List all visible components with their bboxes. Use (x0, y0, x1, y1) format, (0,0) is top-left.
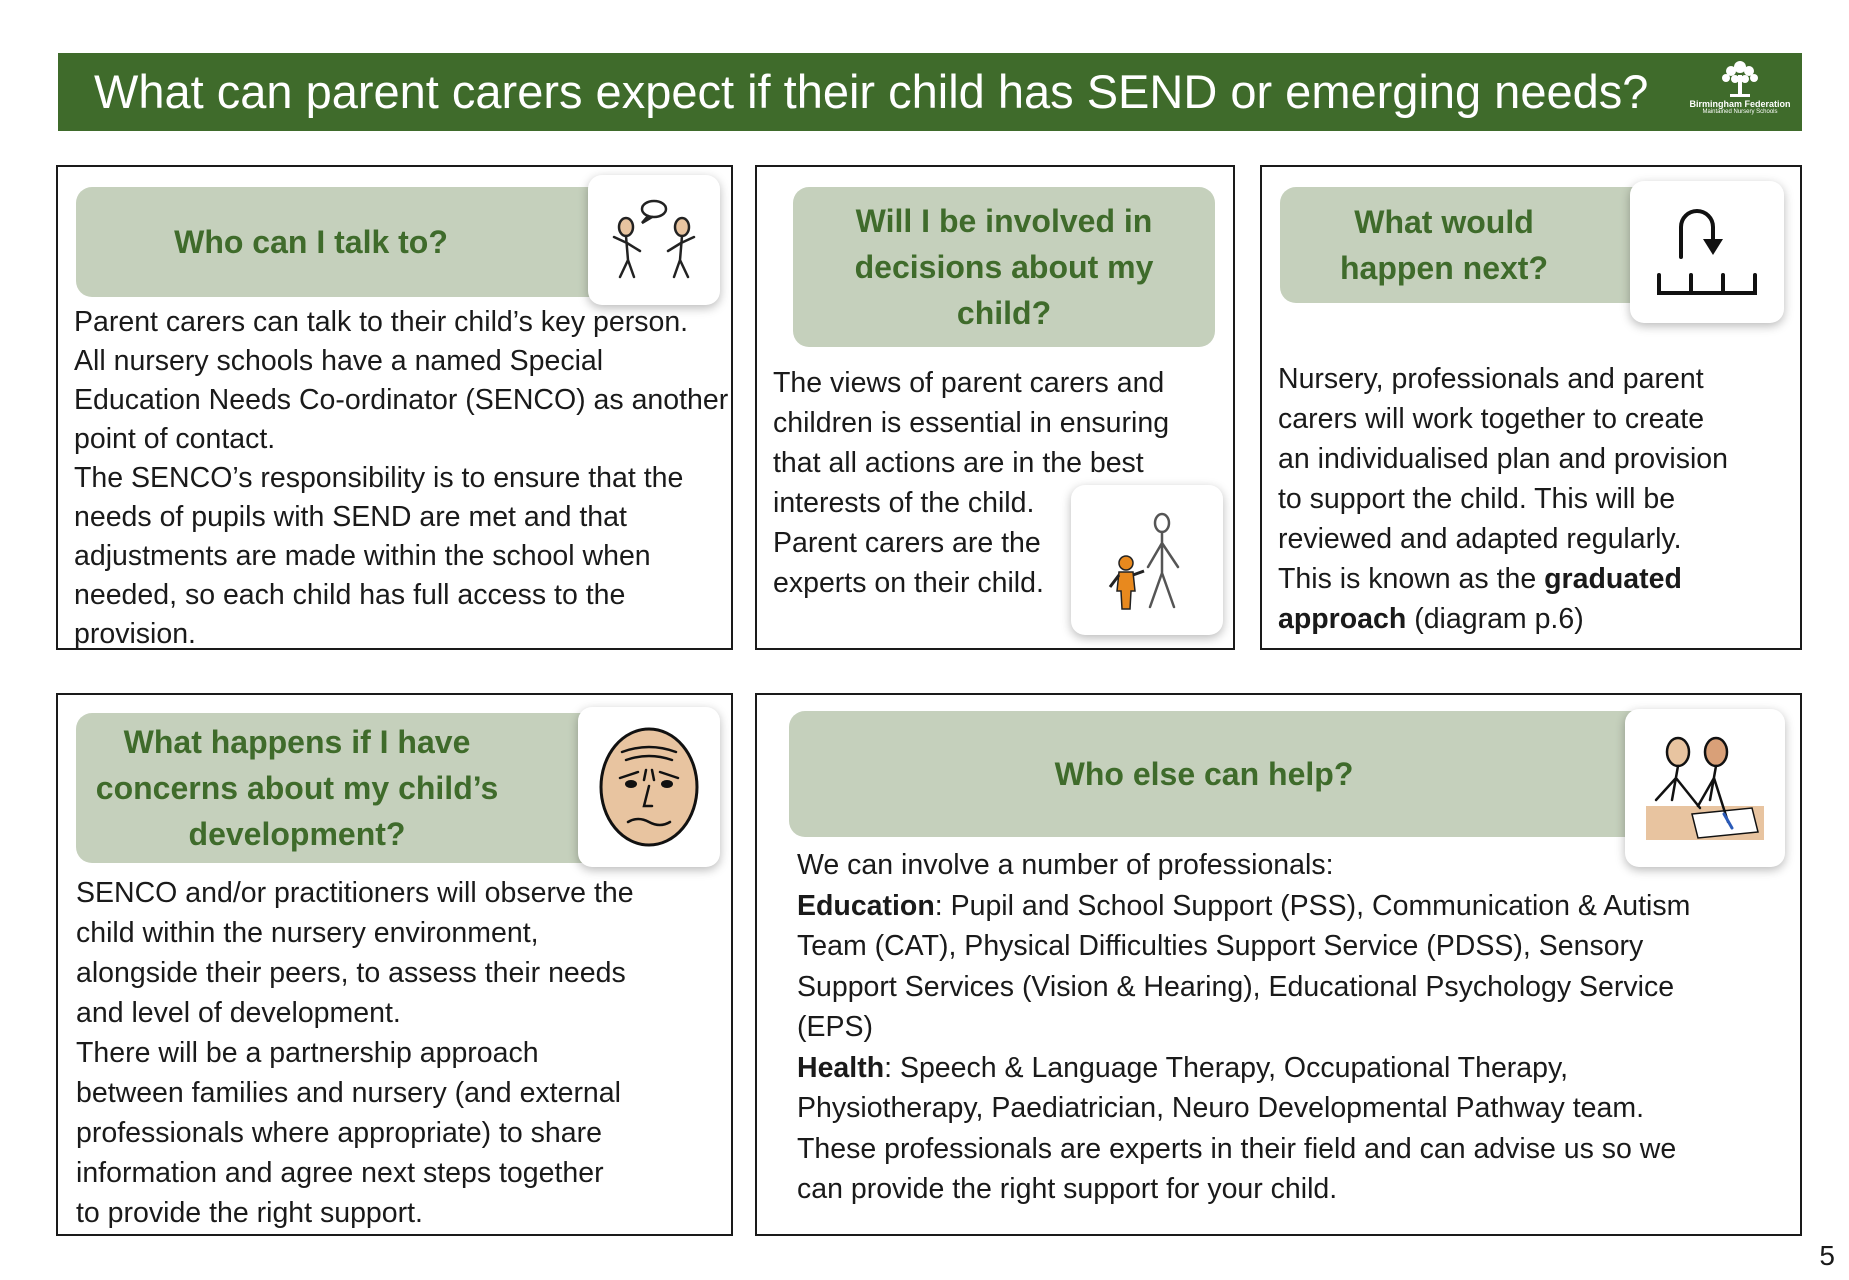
bold-term: graduated (1544, 563, 1682, 595)
category-label-health: Health (797, 1051, 885, 1084)
bold-term: approach (1278, 603, 1407, 635)
body-line: children is essential in ensuring (773, 407, 1170, 439)
body-line: The SENCO’s responsibility is to ensure that the (74, 462, 684, 494)
panel-heading (1280, 187, 1680, 303)
body-line: adjustments are made within the school when (74, 540, 651, 572)
body-line: needed, so each child has full access to the (74, 579, 626, 611)
body-line (1278, 599, 1798, 639)
heading-line: decisions about my (854, 249, 1154, 285)
body-line: The views of parent carers and (773, 367, 1165, 399)
panel-heading (793, 187, 1215, 347)
panel-who-can-i-talk-to (56, 165, 733, 650)
heading-line: What happens if I have (123, 724, 471, 760)
body-line: There will be a partnership approach (76, 1037, 539, 1069)
panel-who-else-can-help (755, 693, 1802, 1236)
body-line: Parent carers are the (773, 527, 1041, 559)
body-line: Parent carers can talk to their child’s key person. (74, 306, 689, 338)
body-line: Nursery, professionals and parent (1278, 363, 1704, 395)
body-line: child within the nursery environment, (76, 917, 539, 949)
body-line: Team (CAT), Physical Difficulties Support Service (PDSS), Sensory (797, 930, 1644, 962)
body-text: : Pupil and School Support (PSS), Communication & Autism (934, 889, 1691, 922)
panel-body (1278, 359, 1798, 639)
page-title: What can parent carers expect if their child has SEND or emerging needs? (94, 65, 1649, 118)
body-line: experts on their child. (773, 567, 1044, 599)
logo-name: Birmingham Federation (1689, 99, 1791, 109)
body-line: needs of pupils with SEND are met and that (74, 501, 627, 533)
icon-box (1625, 709, 1785, 867)
body-line: to provide the right support. (76, 1197, 423, 1229)
people-writing-together-icon (1640, 728, 1770, 848)
icon-box (1071, 485, 1223, 635)
page-number: 5 (1819, 1240, 1835, 1271)
heading-line: happen next? (1339, 250, 1548, 286)
federation-logo (1684, 59, 1796, 125)
body-line: professionals where appropriate) to share (76, 1117, 602, 1149)
body-line: We can involve a number of professionals: (797, 849, 1334, 881)
panel-will-i-be-involved (755, 165, 1235, 650)
body-line: Physiotherapy, Paediatrician, Neuro Developmental Pathway team. (797, 1092, 1644, 1124)
body-line: point of contact. (74, 423, 276, 455)
panel-heading (789, 711, 1709, 837)
body-line (797, 1048, 1777, 1089)
icon-box (588, 175, 720, 305)
next-step-arrow-icon (1647, 197, 1767, 307)
body-line: provision. (74, 618, 196, 650)
panel-body (76, 873, 716, 1233)
body-text: (diagram p.6) (1406, 603, 1584, 635)
body-line: Support Services (Vision & Hearing), Educational Psychology Service (797, 970, 1675, 1003)
panel-heading (76, 713, 616, 863)
logo-subtitle: Maintained Nursery Schools (1702, 109, 1778, 115)
heading-line: development? (188, 816, 406, 852)
body-line: between families and nursery (and external (76, 1077, 621, 1109)
body-line: alongside their peers, to assess their needs (76, 957, 626, 989)
adult-and-child-icon (1102, 505, 1192, 615)
heading-line: Will I be involved in (855, 203, 1153, 239)
panel-body (74, 303, 734, 654)
title-banner (58, 53, 1802, 131)
body-text: : Speech & Language Therapy, Occupational Therapy, (884, 1051, 1569, 1084)
body-line: carers will work together to create (1278, 403, 1705, 435)
heading-text: Who can I talk to? (174, 224, 448, 260)
panel-concerns-about-development (56, 693, 733, 1236)
category-label-education: Education (797, 889, 935, 922)
body-line: to support the child. This will be (1278, 483, 1676, 515)
panel-heading (76, 187, 636, 297)
body-line: reviewed and adapted regularly. (1278, 523, 1682, 555)
heading-text: Who else can help? (1054, 756, 1354, 792)
body-line: can provide the right support for your child. (797, 1173, 1338, 1205)
icon-box (1630, 181, 1784, 323)
worried-face-icon (594, 722, 704, 852)
body-line (1278, 559, 1798, 599)
body-line: All nursery schools have a named Special (74, 345, 604, 377)
body-line: information and agree next steps together (76, 1157, 604, 1189)
panel-what-would-happen-next (1260, 165, 1802, 650)
panel-body (797, 845, 1777, 1210)
heading-line: concerns about my child’s (95, 770, 499, 806)
body-line: that all actions are in the best (773, 447, 1144, 479)
tree-logo-icon (1718, 59, 1762, 99)
two-people-talking-icon (604, 195, 704, 285)
body-line: These professionals are experts in their field and can advise us so we (797, 1132, 1677, 1165)
heading-line: What would (1354, 204, 1534, 240)
body-line: and level of development. (76, 997, 401, 1029)
body-line: Education Needs Co-ordinator (SENCO) as another (74, 384, 729, 416)
heading-line: child? (956, 295, 1052, 331)
body-line: an individualised plan and provision (1278, 443, 1728, 475)
body-line: SENCO and/or practitioners will observe the (76, 877, 634, 909)
body-line: interests of the child. (773, 487, 1035, 519)
icon-box (578, 707, 720, 867)
body-line (797, 886, 1777, 927)
body-line: (EPS) (797, 1011, 874, 1043)
body-text: This is known as the (1278, 563, 1545, 595)
